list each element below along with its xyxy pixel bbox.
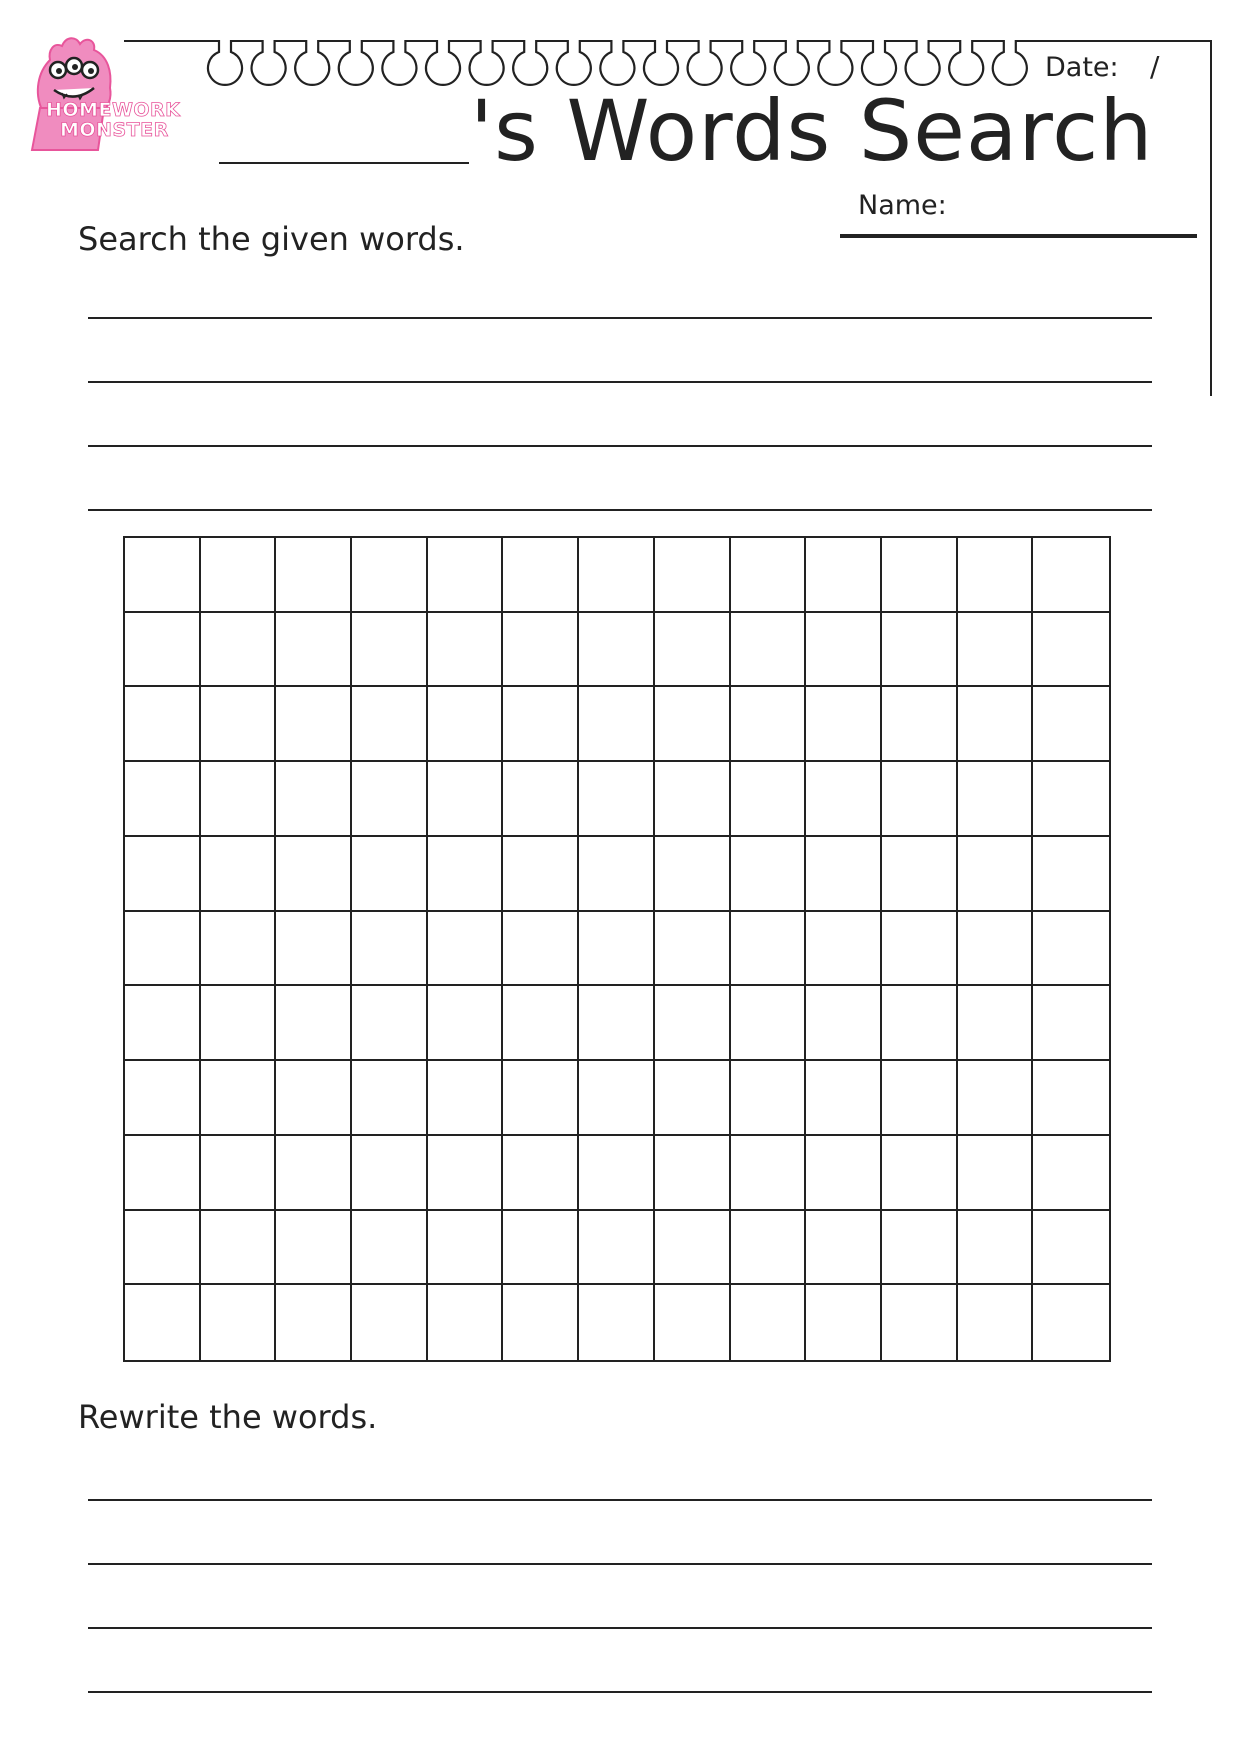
grid-cell[interactable] (125, 762, 201, 837)
grid-cell[interactable] (428, 912, 504, 987)
grid-cell[interactable] (731, 762, 807, 837)
grid-cell[interactable] (579, 912, 655, 987)
grid-cell[interactable] (731, 1211, 807, 1286)
spiral-ring (600, 40, 634, 85)
rewrite-instruction: Rewrite the words. (78, 1398, 378, 1436)
grid-cell[interactable] (806, 1061, 882, 1136)
grid-cell[interactable] (806, 837, 882, 912)
grid-cell[interactable] (1033, 1136, 1109, 1211)
grid-cell[interactable] (655, 1136, 731, 1211)
grid-cell[interactable] (352, 1285, 428, 1360)
grid-cell[interactable] (958, 1211, 1034, 1286)
grid-cell[interactable] (276, 1061, 352, 1136)
grid-cell[interactable] (731, 837, 807, 912)
grid-cell[interactable] (503, 986, 579, 1061)
word-list-line[interactable] (88, 509, 1152, 511)
grid-cell[interactable] (276, 1136, 352, 1211)
spiral-ring (949, 40, 983, 85)
grid-cell[interactable] (352, 687, 428, 762)
grid-cell[interactable] (958, 837, 1034, 912)
spiral-ring (775, 40, 809, 85)
grid-cell[interactable] (806, 762, 882, 837)
grid-cell[interactable] (503, 613, 579, 688)
grid-cell[interactable] (125, 1136, 201, 1211)
grid-cell[interactable] (428, 1061, 504, 1136)
grid-cell[interactable] (579, 1285, 655, 1360)
grid-cell[interactable] (428, 837, 504, 912)
grid-cell[interactable] (276, 1211, 352, 1286)
grid-cell[interactable] (579, 538, 655, 613)
grid-cell[interactable] (503, 912, 579, 987)
grid-cell[interactable] (503, 687, 579, 762)
grid-cell[interactable] (958, 1285, 1034, 1360)
grid-cell[interactable] (503, 1136, 579, 1211)
grid-cell[interactable] (1033, 912, 1109, 987)
rewrite-line[interactable] (88, 1499, 1152, 1501)
grid-cell[interactable] (806, 1136, 882, 1211)
grid-cell[interactable] (352, 1136, 428, 1211)
grid-cell[interactable] (201, 1211, 277, 1286)
spiral-ring (731, 40, 765, 85)
spiral-ring (557, 40, 591, 85)
grid-cell[interactable] (276, 538, 352, 613)
grid-cell[interactable] (806, 912, 882, 987)
header-frame-right-border (1210, 40, 1212, 396)
grid-cell[interactable] (958, 538, 1034, 613)
grid-cell[interactable] (276, 986, 352, 1061)
grid-cell[interactable] (1033, 687, 1109, 762)
grid-cell[interactable] (579, 687, 655, 762)
grid-cell[interactable] (882, 1061, 958, 1136)
grid-cell[interactable] (655, 687, 731, 762)
grid-cell[interactable] (503, 762, 579, 837)
grid-cell[interactable] (201, 687, 277, 762)
rewrite-line[interactable] (88, 1563, 1152, 1565)
spiral-ring (252, 40, 286, 85)
grid-cell[interactable] (352, 837, 428, 912)
grid-cell[interactable] (579, 837, 655, 912)
grid-cell[interactable] (655, 837, 731, 912)
grid-cell[interactable] (958, 762, 1034, 837)
grid-cell[interactable] (352, 1061, 428, 1136)
grid-cell[interactable] (958, 687, 1034, 762)
grid-cell[interactable] (201, 1061, 277, 1136)
word-list-line[interactable] (88, 445, 1152, 447)
grid-cell[interactable] (503, 1211, 579, 1286)
grid-cell[interactable] (428, 687, 504, 762)
grid-cell[interactable] (428, 986, 504, 1061)
grid-cell[interactable] (428, 1285, 504, 1360)
grid-cell[interactable] (1033, 837, 1109, 912)
grid-cell[interactable] (882, 1285, 958, 1360)
grid-cell[interactable] (352, 1211, 428, 1286)
grid-cell[interactable] (655, 912, 731, 987)
grid-cell[interactable] (958, 986, 1034, 1061)
grid-cell[interactable] (806, 1211, 882, 1286)
spiral-ring (513, 40, 547, 85)
grid-cell[interactable] (958, 1136, 1034, 1211)
grid-cell[interactable] (503, 538, 579, 613)
grid-cell[interactable] (655, 762, 731, 837)
grid-cell[interactable] (882, 1136, 958, 1211)
grid-cell[interactable] (352, 762, 428, 837)
grid-cell[interactable] (882, 986, 958, 1061)
grid-cell[interactable] (731, 613, 807, 688)
grid-cell[interactable] (201, 762, 277, 837)
grid-cell[interactable] (503, 837, 579, 912)
grid-cell[interactable] (882, 762, 958, 837)
grid-cell[interactable] (579, 986, 655, 1061)
grid-cell[interactable] (201, 986, 277, 1061)
grid-cell[interactable] (882, 538, 958, 613)
grid-cell[interactable] (125, 986, 201, 1061)
grid-cell[interactable] (125, 1285, 201, 1360)
grid-cell[interactable] (428, 1211, 504, 1286)
grid-cell[interactable] (806, 613, 882, 688)
grid-cell[interactable] (579, 1211, 655, 1286)
spiral-ring (208, 40, 242, 85)
grid-cell[interactable] (428, 1136, 504, 1211)
grid-cell[interactable] (428, 762, 504, 837)
word-search-grid (123, 536, 1111, 1362)
grid-cell[interactable] (201, 613, 277, 688)
grid-cell[interactable] (731, 912, 807, 987)
name-field-line[interactable] (840, 234, 1197, 238)
spiral-ring (993, 40, 1027, 85)
grid-cell[interactable] (125, 687, 201, 762)
word-list-line[interactable] (88, 381, 1152, 383)
grid-cell[interactable] (655, 613, 731, 688)
grid-cell[interactable] (655, 1285, 731, 1360)
grid-cell[interactable] (201, 837, 277, 912)
name-label: Name: (858, 190, 947, 221)
grid-cell[interactable] (201, 1136, 277, 1211)
grid-cell[interactable] (806, 986, 882, 1061)
grid-cell[interactable] (352, 613, 428, 688)
grid-cell[interactable] (1033, 538, 1109, 613)
grid-cell[interactable] (731, 687, 807, 762)
search-instruction: Search the given words. (78, 220, 465, 258)
grid-cell[interactable] (579, 762, 655, 837)
grid-cell[interactable] (958, 613, 1034, 688)
grid-cell[interactable] (806, 1285, 882, 1360)
spiral-ring (339, 40, 373, 85)
grid-cell[interactable] (1033, 986, 1109, 1061)
grid-cell[interactable] (125, 1061, 201, 1136)
grid-cell[interactable] (428, 613, 504, 688)
logo-text-line1: HOMEWORK (46, 99, 181, 121)
grid-cell[interactable] (125, 538, 201, 613)
date-separator: / (1150, 50, 1160, 83)
grid-cell[interactable] (806, 538, 882, 613)
grid-cell[interactable] (503, 1061, 579, 1136)
grid-cell[interactable] (1033, 1061, 1109, 1136)
spiral-ring (818, 40, 852, 85)
grid-cell[interactable] (1033, 762, 1109, 837)
grid-cell[interactable] (125, 837, 201, 912)
grid-cell[interactable] (125, 912, 201, 987)
owner-name-blank-line[interactable] (219, 162, 469, 164)
grid-cell[interactable] (276, 1285, 352, 1360)
grid-cell[interactable] (882, 912, 958, 987)
grid-cell[interactable] (1033, 1211, 1109, 1286)
grid-cell[interactable] (731, 1285, 807, 1360)
grid-cell[interactable] (276, 762, 352, 837)
grid-cell[interactable] (276, 837, 352, 912)
spiral-ring (382, 40, 416, 85)
grid-cell[interactable] (731, 986, 807, 1061)
grid-cell[interactable] (731, 1136, 807, 1211)
grid-cell[interactable] (655, 538, 731, 613)
grid-cell[interactable] (806, 687, 882, 762)
grid-cell[interactable] (731, 538, 807, 613)
page-title: 's Words Search (470, 82, 1154, 180)
grid-cell[interactable] (503, 1285, 579, 1360)
spiral-ring (862, 40, 896, 85)
grid-cell[interactable] (882, 613, 958, 688)
grid-cell[interactable] (579, 613, 655, 688)
grid-cell[interactable] (125, 1211, 201, 1286)
grid-cell[interactable] (276, 912, 352, 987)
logo-text-line2: MONSTER (60, 119, 169, 141)
grid-cell[interactable] (655, 1211, 731, 1286)
spiral-ring (644, 40, 678, 85)
grid-cell[interactable] (352, 538, 428, 613)
grid-cell[interactable] (352, 986, 428, 1061)
rewrite-line[interactable] (88, 1627, 1152, 1629)
grid-cell[interactable] (579, 1136, 655, 1211)
spiral-ring (688, 40, 722, 85)
grid-cell[interactable] (201, 1285, 277, 1360)
grid-cell[interactable] (276, 613, 352, 688)
rewrite-line[interactable] (88, 1691, 1152, 1693)
grid-cell[interactable] (579, 1061, 655, 1136)
grid-cell[interactable] (201, 538, 277, 613)
grid-cell[interactable] (125, 613, 201, 688)
spiral-ring (295, 40, 329, 85)
grid-cell[interactable] (958, 1061, 1034, 1136)
grid-cell[interactable] (655, 1061, 731, 1136)
grid-cell[interactable] (201, 912, 277, 987)
grid-cell[interactable] (1033, 1285, 1109, 1360)
grid-cell[interactable] (1033, 613, 1109, 688)
grid-cell[interactable] (882, 687, 958, 762)
grid-cell[interactable] (731, 1061, 807, 1136)
date-label: Date: (1045, 52, 1119, 83)
grid-cell[interactable] (958, 912, 1034, 987)
word-list-line[interactable] (88, 317, 1152, 319)
homework-monster-logo (28, 32, 198, 152)
grid-cell[interactable] (428, 538, 504, 613)
grid-cell[interactable] (655, 986, 731, 1061)
spiral-ring (470, 40, 504, 85)
spiral-ring (426, 40, 460, 85)
spiral-ring (906, 40, 940, 85)
grid-cell[interactable] (882, 1211, 958, 1286)
grid-cell[interactable] (882, 837, 958, 912)
grid-cell[interactable] (276, 687, 352, 762)
grid-cell[interactable] (352, 912, 428, 987)
